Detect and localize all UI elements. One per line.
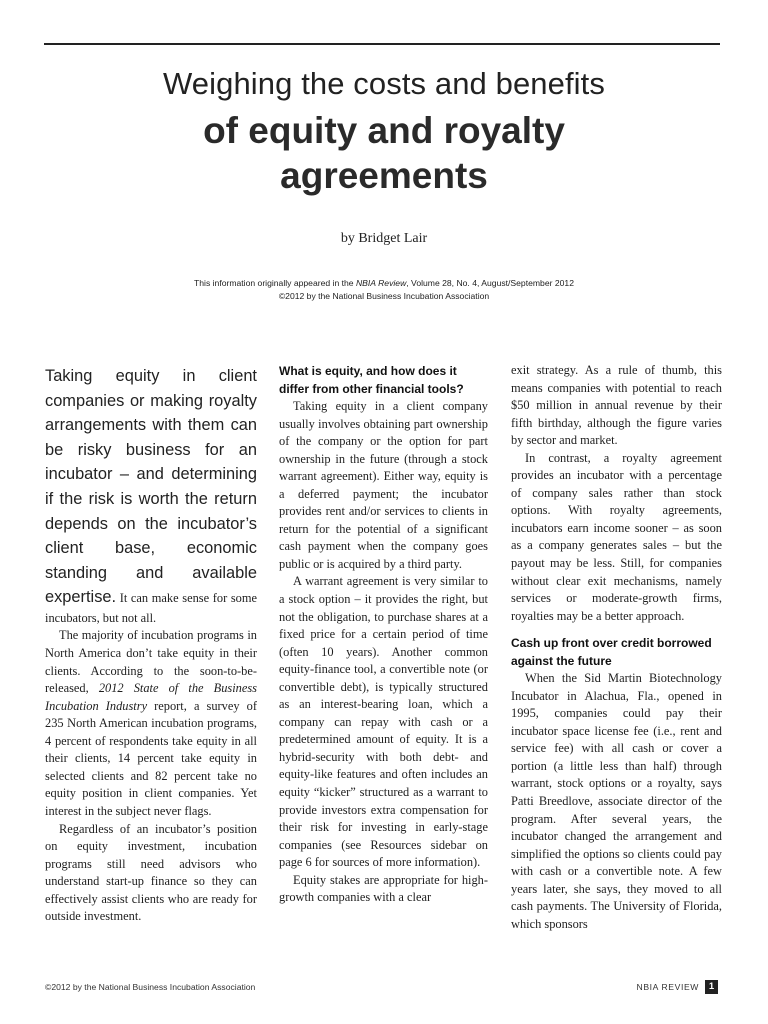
page-number: 1 bbox=[705, 980, 718, 994]
source-note-a: This information originally appeared in the bbox=[194, 278, 356, 288]
footer-copyright: ©2012 by the National Business Incubation Association bbox=[45, 982, 256, 992]
article-title-line1: Weighing the costs and benefits bbox=[163, 66, 605, 101]
col3-paragraph-3: When the Sid Martin Biotechnology Incubator in Alachua, Fla., opened in 1995, companies could pay their incubator space license fee (i.e., rent and service fee) with all cash or cover a portion (a little less than half) through warrant, stock options or a royalty, says Patti Breedlove, associate director of the program. After several years, the incubator changed the arrangement and simplified the options so clients could pay with cash or a convertible note. A few years later, she says, they moved to all cash payments. The University of Florida, which sponsors bbox=[511, 671, 722, 931]
source-note-copyright: ©2012 by the National Business Incubation Association bbox=[278, 291, 490, 301]
source-note-b: , Volume 28, No. 4, August/September 2012 bbox=[406, 278, 574, 288]
source-note-journal: NBIA Review bbox=[355, 278, 407, 288]
col2-paragraph-1: Taking equity in a client company usually involves obtaining part ownership of the company or the option for part ownership in the future (through a stock warrant agreement). Either way, equity is a deferred payment; the incubator provides rent and/or services to clients in return for the potential of a significant cash payment when the company goes public or is acquired by a third party. bbox=[279, 399, 488, 571]
lead-tail: It can make sense for some incubators, but not all. bbox=[45, 591, 257, 625]
col1-p2-a: The majority of incubation programs in North America don’t take equity in their clients. According to the soon-to-be-released, bbox=[45, 628, 257, 696]
title-line2a: of equity and royalty bbox=[203, 110, 565, 151]
col3-paragraph-2: In contrast, a royalty agreement provides an incubator with a percentage of company sales rather than stock options. With royalty agreements, incubators earn income sooner – as soon as a company generates sales – but the payout may be less. Still, for companies without clear exit mechanisms, namely services or moderate-growth firms, royalties may be a better approach. bbox=[511, 450, 722, 623]
lead-text: Taking equity in client companies or making royalty arrangements with them can be risky business for an incubator – and determining if the risk is worth the return depends on the incubator’s client base, economic standing and available expertise. bbox=[45, 367, 257, 607]
column-3 bbox=[511, 362, 722, 933]
col1-p2-b: report, a survey of 235 North American incubation programs, 4 percent of respondents take equity in all their clients, 14 percent take equity in selected clients and 82 percent take no equity position in client companies. Yet interest in the subject never flags. bbox=[45, 698, 257, 818]
col1-paragraph-2 bbox=[45, 627, 257, 820]
footer-publication-name: NBIA REVIEW bbox=[636, 982, 699, 992]
col1-paragraph-3: Regardless of an incubator’s position on equity investment, incubation programs still need advisors who understand start-up finance so they can effectively assist clients who are ready for outside investment. bbox=[45, 821, 257, 924]
byline: by Bridget Lair bbox=[340, 231, 428, 246]
column-1 bbox=[45, 364, 257, 926]
lead-paragraph bbox=[45, 364, 257, 627]
title-line2b: agreements bbox=[280, 155, 488, 196]
top-rule bbox=[44, 43, 720, 45]
col3-paragraph-1: exit strategy. As a rule of thumb, this means companies with potential to reach $50 million in annual revenue by their fifth birthday, although the figure varies by sector and market. bbox=[511, 363, 722, 448]
col2-paragraph-2: A warrant agreement is very similar to a stock option – it provides the right, but not the obligation, to purchase shares at a fixed price for a certain period of time (often 10 years). Another common equity-finance tool, a convertible note (or convertible debt), is typically structured as an interest-bearing loan, which a company can repay with cash or a predetermined amount of equity. It is a hybrid-security with both debt- and equity-like features and often includes an equity “kicker” structured as a warrant to provide investors extra compensation for their risk for investing in early-stage companies (see Resources sidebar on page 6 for sources of more information). bbox=[279, 574, 488, 870]
column-2 bbox=[279, 362, 488, 907]
source-note bbox=[0, 277, 768, 303]
col2-paragraph-3: Equity stakes are appropriate for high-growth companies with a clear bbox=[279, 872, 488, 905]
section-heading-cash: Cash up front over credit borrowed against the future bbox=[511, 636, 712, 669]
footer-publication bbox=[637, 980, 718, 994]
article-title-line2 bbox=[0, 108, 768, 198]
col1-p2-report-title: 2012 State of the Business Incubation Industry bbox=[45, 681, 258, 713]
section-heading-equity: What is equity, and how does it differ from other financial tools? bbox=[279, 364, 464, 396]
